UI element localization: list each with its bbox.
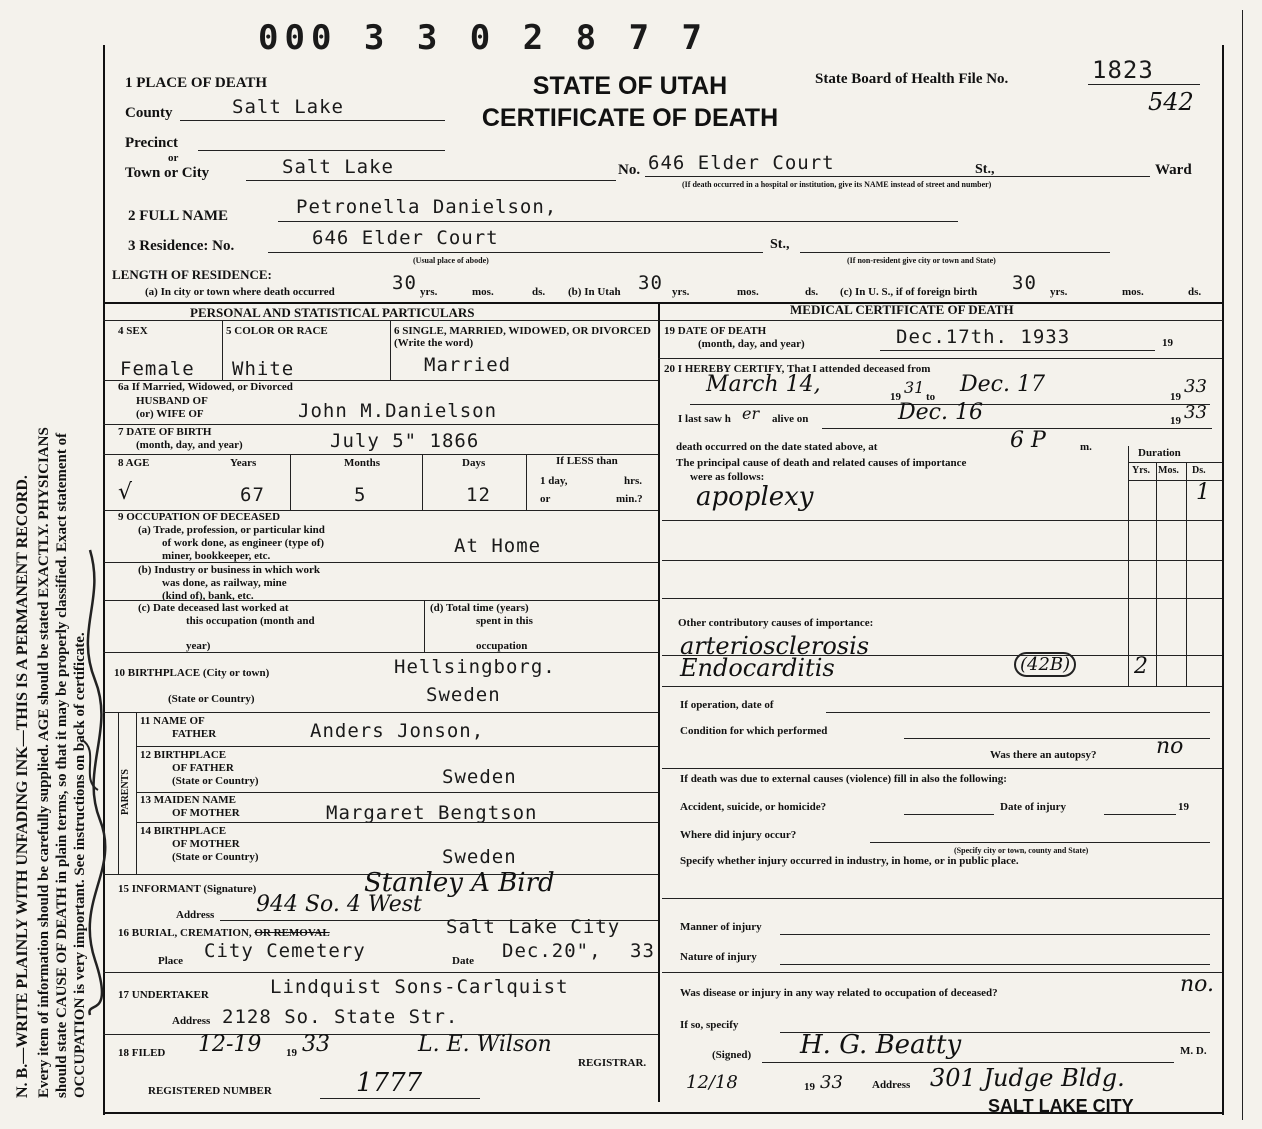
- city-stamp: SALT LAKE CITY: [988, 1096, 1134, 1116]
- injury-19: 19: [1178, 801, 1189, 813]
- duration-label: Duration: [1138, 447, 1181, 459]
- registered-number-label: REGISTERED NUMBER: [148, 1085, 272, 1097]
- certify-label: 20 I HEREBY CERTIFY, That I attended deceased from: [664, 363, 931, 375]
- place-label: Place: [158, 955, 184, 967]
- dur-ds-label: Ds.: [1192, 465, 1206, 476]
- dur-ds-value: 1: [1196, 480, 1210, 505]
- informant-address: 944 So. 4 West: [256, 892, 422, 917]
- occ-c-2: this occupation (month and: [186, 615, 315, 627]
- signed-label: (Signed): [712, 1049, 752, 1061]
- ds-label: ds.: [1188, 286, 1202, 298]
- to-19: 19: [1170, 391, 1181, 403]
- undertaker-address-label: Address: [172, 1015, 211, 1027]
- occ-b-2: was done, as railway, mine: [162, 577, 287, 589]
- dur-mos-label: Mos.: [1158, 465, 1179, 476]
- residence-st-label: St.,: [770, 237, 790, 252]
- parents-label: PARENTS: [120, 769, 131, 815]
- ds-label: ds.: [532, 286, 546, 298]
- center-divider: [658, 302, 660, 1102]
- occ-b-1: (b) Industry or business in which work: [138, 564, 320, 576]
- town-label: Town or City: [125, 165, 210, 181]
- color-value: White: [232, 358, 295, 380]
- sign-year: 33: [820, 1072, 843, 1093]
- informant-signature: Stanley A Bird: [364, 868, 555, 898]
- file-number-label: State Board of Health File No.: [815, 71, 1009, 87]
- age-mark: √: [118, 480, 133, 505]
- filed-year: 33: [302, 1032, 330, 1057]
- birthplace-country: Sweden: [426, 684, 501, 706]
- contrib-code: (42B): [1014, 652, 1076, 677]
- from-year: 31: [904, 378, 925, 397]
- hrs-label: hrs.: [624, 475, 643, 487]
- contrib-2: Endocarditis: [680, 654, 835, 682]
- contributory-label: Other contributory causes of importance:: [678, 617, 874, 629]
- town-value: Salt Lake: [282, 156, 394, 178]
- less-label-1: If LESS than: [556, 455, 618, 467]
- months-label: Months: [344, 457, 381, 469]
- filed-label: 18 FILED: [118, 1047, 166, 1059]
- medical-header: MEDICAL CERTIFICATE OF DEATH: [790, 302, 1014, 317]
- accident-label: Accident, suicide, or homicide?: [680, 801, 827, 813]
- cause-value: apoplexy: [696, 482, 814, 512]
- state-title: STATE OF UTAH: [532, 72, 728, 100]
- burial-date: Dec.20",: [502, 940, 602, 962]
- marital-value: Married: [424, 354, 512, 376]
- occ-b-3: (kind of), bank, etc.: [162, 590, 254, 602]
- autopsy-value: no: [1156, 734, 1184, 759]
- mos-label: mos.: [737, 286, 759, 298]
- yrs-label: yrs.: [420, 286, 438, 298]
- birthplace-city: Hellsingborg.: [394, 656, 556, 678]
- if-so-label: If so, specify: [680, 1019, 739, 1031]
- from-19: 19: [890, 391, 901, 403]
- file-note: 542: [1148, 88, 1194, 116]
- specify-where-label: Specify whether injury occurred in industry, in home, or in public place.: [680, 855, 1019, 867]
- margin-line-1: N. B.—WRITE PLAINLY WITH UNFADING INK—THIS IS A PERMANENT RECORD.: [14, 475, 31, 1098]
- fbirth-label-2: OF FATHER: [172, 762, 234, 774]
- filed-19: 19: [286, 1047, 297, 1059]
- address-label: Address: [872, 1079, 911, 1091]
- ward-label: Ward: [1155, 162, 1192, 178]
- fbirth-label-1: 12 BIRTHPLACE: [140, 749, 227, 761]
- margin-line-2: Every item of information should be carefully supplied. AGE should be stated EXACTLY. PHYSICIANS: [36, 427, 52, 1098]
- informant-label: 15 INFORMANT (Signature): [118, 883, 257, 895]
- physician-signature: H. G. Beatty: [800, 1030, 962, 1060]
- age-days: 12: [466, 484, 491, 506]
- precinct-label: Precinct: [125, 135, 179, 151]
- occ-d-3: occupation: [476, 640, 528, 652]
- principal-label-1: The principal cause of death and related causes of importance: [676, 457, 967, 469]
- county-label: County: [125, 105, 173, 121]
- occ-c-1: (c) Date deceased last worked at: [138, 602, 289, 614]
- mother-label-1: 13 MAIDEN NAME: [140, 794, 236, 806]
- dur-yrs-label: Yrs.: [1132, 465, 1151, 476]
- mother-value: Margaret Bengtson: [326, 802, 538, 824]
- street-value: 646 Elder Court: [648, 152, 835, 174]
- full-name-label: 2 FULL NAME: [128, 208, 229, 224]
- lr-a-label: (a) In city or town where death occurred: [145, 286, 335, 298]
- years-label: Years: [230, 457, 257, 469]
- m-label: m.: [1080, 441, 1092, 453]
- death-occurred-label: death occurred on the date stated above, at: [676, 441, 878, 453]
- marital-label: 6 SINGLE, MARRIED, WIDOWED, OR DIVORCED (Write the word): [394, 325, 651, 349]
- occ-a-2: of work done, as engineer (type of): [162, 537, 325, 549]
- alive-on-label: alive on: [772, 413, 809, 425]
- state-country-label: (State or Country): [168, 693, 255, 705]
- res-utah-yrs: 30: [638, 272, 663, 294]
- occ-c-3: year): [186, 640, 211, 652]
- last-saw-label: I last saw h: [678, 413, 731, 425]
- color-label: 5 COLOR OR RACE: [226, 325, 328, 337]
- burial-city: Salt Lake City: [446, 916, 621, 938]
- place-of-death-label: 1 PLACE OF DEATH: [125, 75, 268, 91]
- undertaker-label: 17 UNDERTAKER: [118, 989, 209, 1001]
- dod-label-2: (month, day, and year): [698, 338, 805, 350]
- age-years: 67: [240, 484, 265, 506]
- alive-year: 33: [1184, 402, 1207, 423]
- burial-label: 16 BURIAL, CREMATION, OR REMOVAL: [118, 927, 330, 939]
- sign-date: 12/18: [686, 1072, 738, 1093]
- nature-label: Nature of injury: [680, 951, 757, 963]
- dob-label-1: 7 DATE OF BIRTH: [118, 426, 212, 438]
- occupation-value: At Home: [454, 535, 542, 557]
- st-label: St.,: [975, 162, 995, 177]
- registrar-signature: L. E. Wilson: [418, 1032, 552, 1057]
- dob-label-2: (month, day, and year): [136, 439, 243, 451]
- contrib-yrs: 2: [1134, 654, 1148, 679]
- occ-d-1: (d) Total time (years): [430, 602, 529, 614]
- occ-a-1: (a) Trade, profession, or particular kind: [138, 524, 325, 536]
- where-injury-label: Where did injury occur?: [680, 829, 797, 841]
- date-injury-label: Date of injury: [1000, 801, 1066, 813]
- dod-value: Dec.17th. 1933: [896, 326, 1071, 348]
- mother-birthplace: Sweden: [442, 846, 517, 868]
- alive-date: Dec. 16: [898, 400, 983, 425]
- related-value: no.: [1180, 972, 1215, 997]
- dod-19: 19: [1162, 337, 1173, 349]
- related-label: Was disease or injury in any way related to occupation of deceased?: [680, 987, 998, 999]
- right-edge: [1242, 10, 1243, 1120]
- condition-label: Condition for which performed: [680, 725, 828, 737]
- full-name-value: Petronella Danielson,: [296, 196, 558, 218]
- lr-c-label: (c) In U. S., if of foreign birth: [840, 286, 978, 298]
- yrs-label: yrs.: [1050, 286, 1068, 298]
- margin-line-4: OCCUPATION is very important. See instructions on back of certificate.: [72, 632, 88, 1098]
- undertaker-value: Lindquist Sons-Carlquist: [270, 976, 569, 998]
- age-months: 5: [354, 484, 367, 506]
- last-saw-her: er: [742, 404, 760, 423]
- attended-from: March 14,: [706, 372, 821, 397]
- undertaker-address: 2128 So. State Str.: [222, 1006, 459, 1028]
- occ-d-2: spent in this: [476, 615, 533, 627]
- filed-date: 12-19: [198, 1032, 262, 1057]
- age-label: 8 AGE: [118, 457, 150, 469]
- min-label: min.?: [616, 493, 643, 505]
- father-label-2: FATHER: [172, 728, 217, 740]
- manner-label: Manner of injury: [680, 921, 762, 933]
- father-value: Anders Jonson,: [310, 720, 485, 742]
- spouse-label-2: HUSBAND OF: [136, 395, 208, 407]
- date-label: Date: [452, 955, 474, 967]
- informant-address-label: Address: [176, 909, 215, 921]
- nonresident-note: (If non-resident give city or town and State): [847, 256, 996, 265]
- operation-label: If operation, date of: [680, 699, 774, 711]
- spouse-label-1: 6a If Married, Widowed, or Divorced: [118, 381, 293, 393]
- burial-place: City Cemetery: [204, 940, 366, 962]
- father-birthplace: Sweden: [442, 766, 517, 788]
- lr-b-label: (b) In Utah: [568, 286, 621, 298]
- time-value: 6 P: [1010, 428, 1046, 453]
- street-no-label: No.: [618, 162, 641, 178]
- less-label-2: 1 day,: [540, 475, 568, 487]
- hospital-note: (If death occurred in a hospital or institution, give its NAME instead of street and number): [682, 180, 992, 189]
- margin-line-3: should state CAUSE OF DEATH in plain terms, so that it may be properly classified. Exact statement of: [54, 432, 70, 1098]
- margin-signature: [60, 540, 120, 1020]
- to-year: 33: [1184, 376, 1207, 397]
- mos-label: mos.: [1122, 286, 1144, 298]
- certificate-title: CERTIFICATE OF DEATH: [481, 104, 779, 132]
- res-us-yrs: 30: [1012, 272, 1037, 294]
- spouse-label-3: (or) WIFE OF: [136, 408, 204, 420]
- dod-label-1: 19 DATE OF DEATH: [664, 325, 767, 337]
- usual-place-note: (Usual place of abode): [413, 256, 489, 265]
- principal-label-2: were as follows:: [690, 471, 765, 483]
- length-residence-label: LENGTH OF RESIDENCE:: [112, 267, 272, 282]
- mbirth-label-1: 14 BIRTHPLACE: [140, 825, 227, 837]
- dob-value: July 5" 1866: [330, 430, 480, 452]
- physician-address: 301 Judge Bldg.: [930, 1064, 1125, 1092]
- md-label: M. D.: [1180, 1045, 1207, 1057]
- fbirth-label-3: (State or Country): [172, 775, 259, 787]
- less-label-3: or: [540, 493, 551, 505]
- residence-label: 3 Residence: No.: [128, 238, 235, 254]
- birthplace-label: 10 BIRTHPLACE (City or town): [114, 667, 270, 679]
- county-value: Salt Lake: [232, 96, 344, 118]
- registrar-label: REGISTRAR.: [578, 1057, 647, 1069]
- mbirth-label-3: (State or Country): [172, 851, 259, 863]
- or-label: or: [168, 152, 179, 164]
- external-label: If death was due to external causes (violence) fill in also the following:: [680, 773, 1007, 785]
- res-city-yrs: 30: [392, 272, 417, 294]
- contrib-1: arteriosclerosis: [680, 632, 870, 660]
- occ-a-3: miner, bookkeeper, etc.: [162, 550, 271, 562]
- autopsy-label: Was there an autopsy?: [990, 749, 1097, 761]
- occupation-label: 9 OCCUPATION OF DECEASED: [118, 511, 281, 523]
- mos-label: mos.: [472, 286, 494, 298]
- sign-19: 19: [804, 1081, 815, 1093]
- serial-number: 000 3 3 0 2 8 7 7: [258, 18, 708, 58]
- registered-number: 1777: [356, 1068, 423, 1098]
- residence-value: 646 Elder Court: [312, 227, 499, 249]
- mbirth-label-2: OF MOTHER: [172, 838, 240, 850]
- alive-19: 19: [1170, 415, 1181, 427]
- sex-label: 4 SEX: [118, 325, 148, 337]
- mother-label-2: OF MOTHER: [172, 807, 240, 819]
- to-label: to: [926, 391, 936, 403]
- to-date: Dec. 17: [960, 372, 1045, 397]
- right-border: [1222, 45, 1224, 1115]
- spouse-value: John M.Danielson: [298, 400, 498, 422]
- specify-note: (Specify city or town, county and State): [954, 846, 1089, 855]
- sex-value: Female: [120, 358, 195, 380]
- father-label-1: 11 NAME OF: [140, 715, 205, 727]
- file-number: 1823: [1092, 56, 1154, 84]
- ds-label: ds.: [805, 286, 819, 298]
- yrs-label: yrs.: [672, 286, 690, 298]
- personal-header: PERSONAL AND STATISTICAL PARTICULARS: [190, 305, 475, 320]
- burial-year: 33: [630, 940, 655, 962]
- days-label: Days: [462, 457, 486, 469]
